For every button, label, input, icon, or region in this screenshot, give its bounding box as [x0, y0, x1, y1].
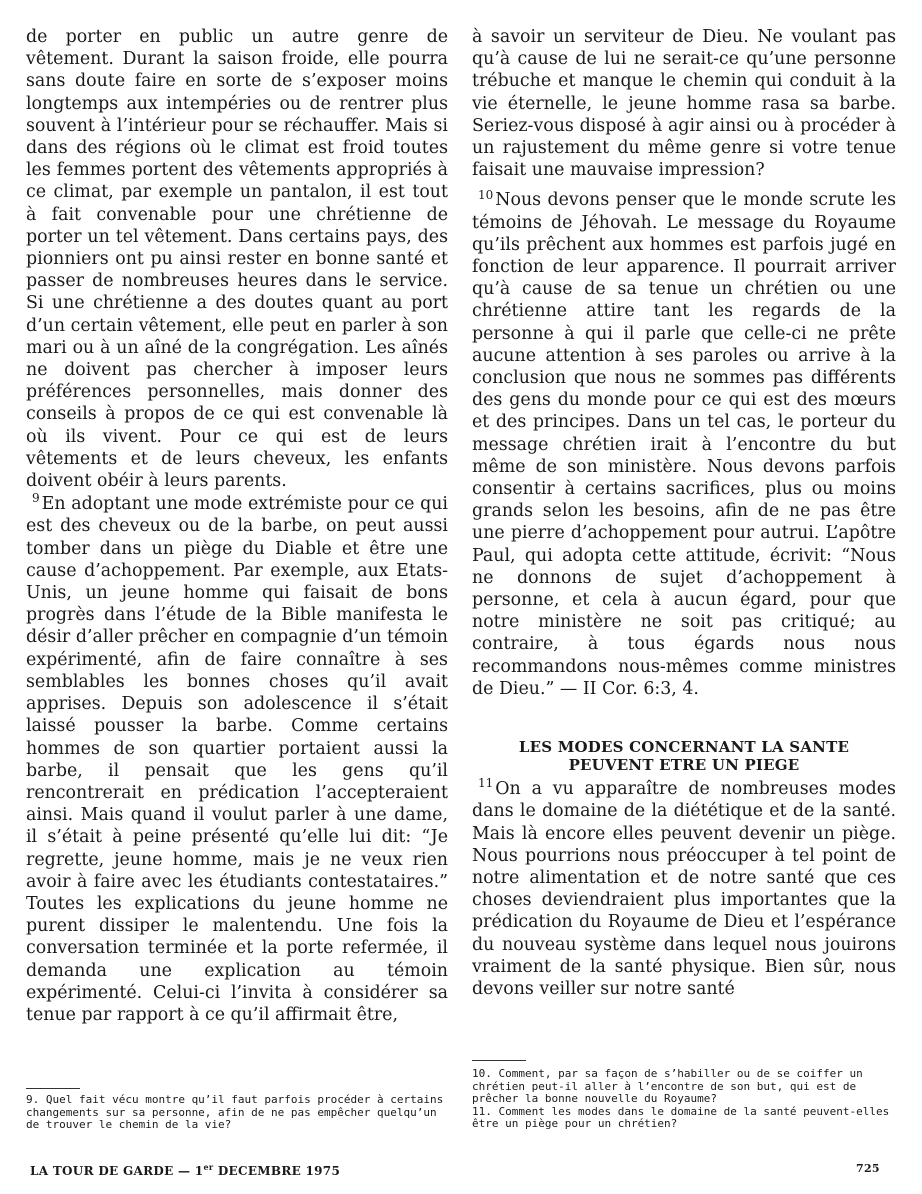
paragraph-text: Nous devons penser que le monde scrute les témoins de Jéhovah. Le message du Royaume qu’ils prêchent aux hommes est parfois jugé en fonction de leur apparence. Il pourrait arriver qu’à cause de sa tenue un chrétien ou une chrétienne attire tant les regards de la personne à qui il parle que celle-ci ne prête aucune attention à ses paroles ou arrive à la conclusion que nous ne sommes pas différents des gens du monde pour ce qui est des mœurs et des principes. Dans un tel cas, le porteur du message chrétien irait à l’encontre du but même de son ministère. Nous devons parfois consentir à certains sacrifices, plus ou moins grands selon les besoins, afin de ne pas être une pierre d’achoppement pour autrui. L’apôtre Paul, qui adopta cette attitude, écrivit: “Nous ne donnons de sujet d’achoppement à personne, et cela à aucun égard, pour que notre ministère ne soit pas critiqué; au contraire, à tous égards nous nous recommandons nous-mêmes comme ministres de Dieu.” — II Cor. 6:3, 4. — [472, 190, 896, 699]
left-column — [26, 26, 448, 1026]
paragraph-11 — [472, 778, 896, 1000]
date-ordinal: er — [203, 1162, 214, 1172]
issue-date: DECEMBRE 1975 — [213, 1164, 341, 1178]
paragraph-10 — [472, 189, 896, 700]
paragraph-number: 9 — [32, 491, 40, 506]
running-footer — [30, 1162, 340, 1178]
footnote-rule — [472, 1060, 526, 1061]
right-column — [472, 26, 896, 1000]
page-number: 725 — [856, 1162, 880, 1175]
study-question-11: 11. Comment les modes dans le domaine de la santé peuvent-elles être un piège pour un chrétien? — [472, 1104, 890, 1130]
paragraph-number: 11 — [478, 776, 494, 791]
section-subheading: LES MODES CONCERNANT LA SANTE PEUVENT ETRE UN PIEGE — [518, 738, 850, 775]
study-question-10: 10. Comment, par sa façon de s’habiller ou de se coiffer un chrétien peut-il aller à l’encontre de son but, qui est de prêcher la bonne nouvelle du Royaume? — [472, 1067, 863, 1105]
footnotes-right — [472, 1068, 896, 1131]
paragraph-text: On a vu apparaître de nombreuses modes dans le domaine de la diététique et de la santé. Mais là encore elles peuvent devenir un piège. Nous pourrions nous préoccuper à tel point de notre alimentation et de notre santé que ces choses deviendraient plus importantes que la prédication du Royaume de Dieu et l’espérance du nouveau système dans lequel nous jouirons vraiment de la santé physique. Bien sûr, nous devons veiller sur notre santé — [472, 779, 896, 999]
paragraph-text: En adoptant une mode extrémiste pour ce qui est des cheveux ou de la barbe, on peut aussi tomber dans un piège du Diable et être une cause d’achoppement. Par exemple, aux Etats-Unis, un jeune homme qui faisait de bons progrès dans l’étude de la Bible manifesta le désir d’aller prêcher en compagnie d’un témoin expérimenté, afin de faire connaître à ses semblables les bonnes choses qu’il avait apprises. Depuis son adolescence il s’était laissé pousser la barbe. Comme certains hommes de son quartier portaient aussi la barbe, il pensait que les gens qu’il rencontrerait en prédication l’accepteraient ainsi. Mais quand il voulut parler à une dame, il s’était à peine présenté qu’elle lui dit: “Je regrette, jeune homme, mais je ne veux rien avoir à faire avec les étudiants contestataires.” Toutes les explications du jeune homme ne purent dissiper le malentendu. Une fois la conversation terminée et la porte refermée, il demanda une explication au témoin expérimenté. Celui-ci l’invita à considérer sa tenue par rapport à ce qu’il affirmait être, — [26, 494, 448, 1025]
paragraph-number: 10 — [478, 187, 494, 202]
paragraph-continued: à savoir un serviteur de Dieu. Ne voulant pas qu’à cause de lui ne serait-ce qu’une personne trébuche et manque le chemin qui conduit à la vie éternelle, le jeune homme rasa sa barbe. Seriez-vous disposé à agir ainsi ou à procéder à un rajustement du même genre si votre tenue faisait une mauvaise impression? — [472, 27, 896, 181]
footnote-rule — [26, 1088, 80, 1089]
footnote-left — [26, 1094, 448, 1132]
paragraph-continued: de porter en public un autre genre de vêtement. Durant la saison froide, elle pourra sans doute faire en sorte de s’exposer moins longtemps aux intempéries ou de rentrer plus souvent à l’intérieur pour se réchauffer. Mais si dans des régions où le climat est froid toutes les femmes portent des vêtements appropriés à ce climat, par exemple un pantalon, il est tout à fait convenable pour une chrétienne de porter un tel vêtement. Dans certains pays, des pionniers ont pu ainsi rester en bonne santé et passer de nombreuses heures dans le service. Si une chrétienne a des doutes quant au port d’un certain vêtement, elle peut en parler à son mari ou à un aîné de la congrégation. Les aînés ne doivent pas chercher à imposer leurs préférences personnelles, mais donner des conseils à propos de ce qui est convenable là où ils vivent. Pour ce qui est de leurs vêtements et de leurs cheveux, les enfants doivent obéir à leurs parents. — [26, 27, 448, 492]
study-question-9: 9. Quel fait vécu montre qu’il faut parfois procéder à certains changements sur sa personne, afin de ne pas empêcher quelqu’un de trouver le chemin de la vie? — [26, 1093, 444, 1131]
publication-title: LA TOUR DE GARDE — 1 — [30, 1164, 204, 1178]
paragraph-9 — [26, 493, 448, 1026]
